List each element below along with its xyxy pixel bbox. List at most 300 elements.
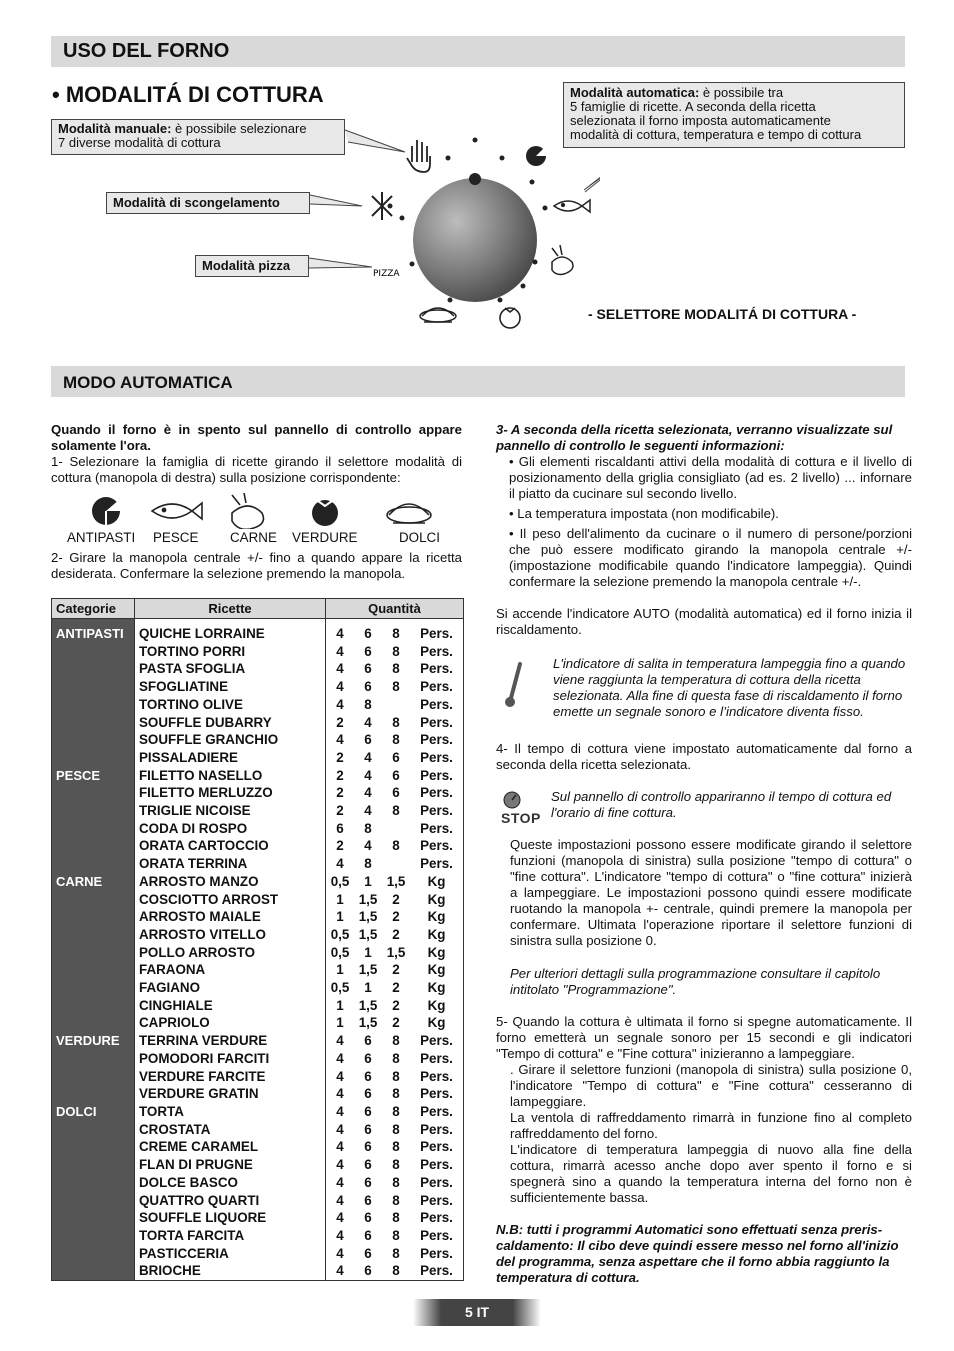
- tomato-family-icon: [312, 500, 338, 526]
- unit-cell: Kg: [427, 944, 446, 960]
- cake-family-icon: [387, 504, 431, 523]
- qty-cell: 8: [392, 643, 400, 659]
- qty-cell: 0,5: [326, 979, 355, 997]
- recipe-cell: FARAONA: [135, 961, 326, 979]
- nb-note: N.B: tutti i programmi Automatici sono effettuati senza preris-caldamento: Il cibo deve quindi essere messo nel forno all'inizio del programma, senza aspettare che il forno abbia raggiunto la temperatura di cottura.: [496, 1222, 899, 1285]
- table-row: [52, 1156, 464, 1174]
- table-row: [52, 1103, 464, 1121]
- qty-cell: 1: [364, 873, 372, 889]
- category-cell: [52, 908, 135, 926]
- qty-cell: 2: [326, 837, 355, 855]
- category-cell: VERDURE: [52, 1032, 135, 1050]
- table-row: [52, 1032, 464, 1050]
- unit-cell: Pers.: [420, 749, 453, 765]
- recipe-cell: FLAN DI PRUGNE: [135, 1156, 326, 1174]
- qty-cell: 6: [364, 1033, 372, 1049]
- category-cell: [52, 891, 135, 909]
- table-row: [52, 1245, 464, 1263]
- qty-cell: 2: [326, 784, 355, 802]
- intro-text: Quando il forno è in spento sul pannello di controllo appare solamente l'ora. 1- Selezionare la famiglia di ricette girando il selettore modalità di cottura (manopola di destra) sulla posizione corrispondente:: [51, 422, 462, 485]
- qty-cell: 2: [392, 926, 400, 942]
- selector-caption: - SELETTORE MODALITÁ DI COTTURA -: [588, 306, 857, 322]
- recipe-cell: CAPRIOLO: [135, 1014, 326, 1032]
- qty-cell: 6: [364, 661, 372, 677]
- qty-cell: 4: [364, 714, 372, 730]
- recipe-cell: TORTINO PORRI: [135, 643, 326, 661]
- recipe-cell: ORATA TERRINA: [135, 855, 326, 873]
- qty-cell: 6: [392, 785, 400, 801]
- table-row: [52, 820, 464, 838]
- qty-cell: 2: [392, 1015, 400, 1031]
- category-cell: [52, 1245, 135, 1263]
- qty-cell: 4: [326, 696, 355, 714]
- unit-cell: Kg: [427, 909, 446, 925]
- section-bar: [51, 366, 905, 397]
- unit-cell: Pers.: [420, 1192, 453, 1208]
- table-row: [52, 855, 464, 873]
- unit-cell: Pers.: [420, 1103, 453, 1119]
- qty-cell: [382, 696, 410, 714]
- table-row: [52, 1227, 464, 1245]
- recipe-cell: TORTA FARCITA: [135, 1227, 326, 1245]
- recipe-cell: PASTA SFOGLIA: [135, 660, 326, 678]
- qty-cell: 2: [392, 980, 400, 996]
- category-cell: [52, 660, 135, 678]
- recipe-cell: DOLCE BASCO: [135, 1174, 326, 1192]
- unit-cell: Pers.: [420, 732, 453, 748]
- table-row: [52, 908, 464, 926]
- recipe-cell: SFOGLIATINE: [135, 678, 326, 696]
- category-cell: [52, 961, 135, 979]
- recipe-cell: VERDURE FARCITE: [135, 1068, 326, 1086]
- category-cell: [52, 1068, 135, 1086]
- qty-cell: 1,5: [358, 926, 378, 942]
- recipe-cell: TRIGLIE NICOISE: [135, 802, 326, 820]
- unit-cell: Kg: [427, 873, 446, 889]
- stop-note: Sul pannello di controllo appariranno il tempo di cottura ed l'orario di fine cottura.: [551, 789, 892, 820]
- qty-cell: 6: [326, 820, 355, 838]
- fish-family-icon: [152, 503, 202, 519]
- recipe-table: [51, 598, 464, 1281]
- category-cell: [52, 1014, 135, 1032]
- unit-cell: Pers.: [420, 838, 453, 854]
- recipe-cell: TERRINA VERDURE: [135, 1032, 326, 1050]
- qty-cell: 8: [392, 1103, 400, 1119]
- thermometer-icon: [500, 660, 530, 710]
- qty-cell: 4: [326, 643, 355, 661]
- table-row: [52, 1192, 464, 1210]
- unit-cell: Pers.: [420, 1121, 453, 1137]
- table-row: [52, 873, 464, 891]
- manual-mode-callout: Modalità manuale: è possibile selezionare 7 diverse modalità di cottura: [51, 119, 345, 155]
- table-row: [52, 961, 464, 979]
- qty-cell: [382, 855, 410, 873]
- unit-cell: Kg: [427, 997, 446, 1013]
- qty-cell: [382, 820, 410, 838]
- recipe-cell: PISSALADIERE: [135, 749, 326, 767]
- recipe-cell: ARROSTO MANZO: [135, 873, 326, 891]
- qty-cell: 4: [364, 838, 372, 854]
- qty-cell: 4: [326, 1103, 355, 1121]
- category-cell: [52, 1192, 135, 1210]
- unit-cell: Pers.: [420, 785, 453, 801]
- recipe-cell: CODA DI ROSPO: [135, 820, 326, 838]
- unit-cell: Pers.: [420, 1068, 453, 1084]
- qty-cell: 2: [326, 802, 355, 820]
- unit-cell: Pers.: [420, 803, 453, 819]
- stop-label: STOP: [501, 810, 541, 826]
- qty-cell: 8: [392, 661, 400, 677]
- table-row: [52, 1174, 464, 1192]
- qty-cell: 6: [392, 767, 400, 783]
- qty-cell: 4: [326, 1245, 355, 1263]
- tomato-icon: [500, 308, 520, 328]
- qty-cell: 2: [326, 749, 355, 767]
- category-cell: [52, 784, 135, 802]
- qty-cell: 1,5: [358, 962, 378, 978]
- pizza-mode-callout: Modalità pizza: [195, 255, 309, 277]
- recipe-cell: PASTICCERIA: [135, 1245, 326, 1263]
- step4-text: 4- Il tempo di cottura viene impostato automaticamente dal forno a seconda della ricetta selezionata.: [496, 741, 912, 772]
- table-row: [52, 1121, 464, 1139]
- qty-cell: 2: [392, 891, 400, 907]
- category-cell: [52, 837, 135, 855]
- qty-cell: 8: [392, 732, 400, 748]
- qty-cell: 6: [364, 1227, 372, 1243]
- qty-cell: 8: [392, 1157, 400, 1173]
- table-row: [52, 926, 464, 944]
- qty-cell: 2: [392, 909, 400, 925]
- qty-cell: 1: [326, 1014, 355, 1032]
- fish-icon: [554, 200, 590, 212]
- table-row: [52, 944, 464, 962]
- qty-cell: 6: [364, 1139, 372, 1155]
- manual-hand-icon: [407, 140, 430, 172]
- qty-cell: 4: [326, 1156, 355, 1174]
- recipe-cell: CINGHIALE: [135, 997, 326, 1015]
- title-bar: [51, 36, 905, 67]
- category-cell: [52, 820, 135, 838]
- recipe-cell: VERDURE GRATIN: [135, 1085, 326, 1103]
- selector-knob: [413, 178, 537, 302]
- qty-cell: 4: [326, 1121, 355, 1139]
- table-row: [52, 731, 464, 749]
- qty-cell: 8: [392, 1192, 400, 1208]
- category-cell: [52, 1156, 135, 1174]
- table-row: [52, 678, 464, 696]
- qty-cell: 6: [364, 1103, 372, 1119]
- pie-icon: [420, 308, 456, 322]
- qty-cell: 4: [326, 731, 355, 749]
- qty-cell: 1: [364, 980, 372, 996]
- qty-cell: 4: [364, 749, 372, 765]
- qty-cell: 8: [392, 1068, 400, 1084]
- step2-text: 2- Girare la manopola centrale +/- fino a quando appare la ricetta desiderata. Confermare la selezione premendo la manopola.: [51, 550, 462, 581]
- family-icons: [60, 493, 460, 529]
- qty-cell: 4: [326, 1227, 355, 1245]
- qty-cell: 6: [364, 1050, 372, 1066]
- category-cell: [52, 1085, 135, 1103]
- category-cell: [52, 926, 135, 944]
- qty-cell: 4: [364, 785, 372, 801]
- qty-cell: 1,5: [358, 1015, 378, 1031]
- category-cell: [52, 678, 135, 696]
- qty-cell: 4: [326, 1174, 355, 1192]
- details-note: Per ulteriori dettagli sulla programmazione consultare il capitolo intitolato "Programmazione".: [510, 966, 881, 997]
- family-label: CARNE: [230, 530, 277, 545]
- auto-mode-callout: Modalità automatica: è possibile tra 5 famiglie di ricette. A seconda della ricetta selezionata il forno imposta automaticamente modalità di cottura, temperatura e tempo di cottura: [563, 82, 905, 148]
- qty-cell: 4: [326, 619, 355, 643]
- category-cell: [52, 1174, 135, 1192]
- unit-cell: Pers.: [420, 696, 453, 712]
- qty-cell: 4: [364, 767, 372, 783]
- qty-cell: 6: [364, 732, 372, 748]
- recipe-cell: SOUFFLE LIQUORE: [135, 1209, 326, 1227]
- qty-cell: 6: [364, 1245, 372, 1261]
- qty-cell: 2: [392, 997, 400, 1013]
- qty-cell: 6: [364, 1263, 372, 1279]
- qty-cell: 8: [392, 838, 400, 854]
- recipe-cell: QUATTRO QUARTI: [135, 1192, 326, 1210]
- qty-cell: 8: [392, 679, 400, 695]
- qty-cell: 4: [326, 1138, 355, 1156]
- qty-cell: 8: [392, 1086, 400, 1102]
- qty-cell: 1: [326, 891, 355, 909]
- unit-cell: Pers.: [420, 1086, 453, 1102]
- unit-cell: Kg: [427, 891, 446, 907]
- unit-cell: Pers.: [420, 767, 453, 783]
- unit-cell: Pers.: [420, 1157, 453, 1173]
- recipe-cell: COSCIOTTO ARROST: [135, 891, 326, 909]
- unit-cell: Pers.: [420, 714, 453, 730]
- table-row: [52, 660, 464, 678]
- qty-cell: 1,5: [386, 873, 406, 889]
- qty-cell: 4: [326, 1192, 355, 1210]
- right-column: 3- A seconda della ricetta selezionata, verranno visualizzate sul pannello di controllo le seguenti informazioni: • Gli elementi riscaldanti attivi della modalità di cottura e il livello di posizionamento della griglia consigliato (ad es. 2 livello) ... infornare il piatto da cucinare sul secondo livello. • La temperatura impostata (non modificabile). • Il peso dell'alimento da cucinare o il numero di persone/porzioni che può essere modificato girando la manopola centrale +/- (impostazione modificabile quando l'indicatore lampeggia). Quindi confermare la selezione premendo la manopola centrale +/-. Si accende l'indicatore AUTO (modalità automatica) ed il forno inizia il riscaldamento.: [496, 422, 912, 637]
- category-cell: [52, 855, 135, 873]
- qty-cell: 4: [326, 678, 355, 696]
- table-row: [52, 1014, 464, 1032]
- section-subtitle: • MODALITÁ DI COTTURA: [52, 82, 324, 107]
- unit-cell: Pers.: [420, 1210, 453, 1226]
- recipe-cell: CREME CARAMEL: [135, 1138, 326, 1156]
- recipe-cell: TORTA: [135, 1103, 326, 1121]
- unit-cell: Pers.: [420, 679, 453, 695]
- table-row: [52, 1138, 464, 1156]
- recipe-cell: POLLO ARROSTO: [135, 944, 326, 962]
- qty-cell: 6: [364, 1174, 372, 1190]
- family-label: DOLCI: [399, 530, 440, 545]
- recipe-cell: BRIOCHE: [135, 1262, 326, 1280]
- table-header: Ricette: [135, 599, 326, 619]
- category-cell: [52, 714, 135, 732]
- category-cell: DOLCI: [52, 1103, 135, 1121]
- qty-cell: 8: [392, 1210, 400, 1226]
- unit-cell: Pers.: [420, 856, 453, 872]
- qty-cell: 8: [392, 1227, 400, 1243]
- recipe-cell: FILETTO MERLUZZO: [135, 784, 326, 802]
- table-row: [52, 784, 464, 802]
- unit-cell: Pers.: [420, 1263, 453, 1279]
- table-row: [52, 643, 464, 661]
- qty-cell: 4: [326, 1032, 355, 1050]
- qty-cell: 4: [364, 803, 372, 819]
- table-row: [52, 1209, 464, 1227]
- defrost-mode-callout: Modalità di scongelamento: [106, 192, 310, 214]
- family-label: PESCE: [153, 530, 199, 545]
- dial-pizza-label: PIZZA: [373, 269, 400, 279]
- recipe-cell: SOUFFLE DUBARRY: [135, 714, 326, 732]
- category-cell: CARNE: [52, 873, 135, 891]
- table-row: [52, 767, 464, 785]
- qty-cell: 6: [364, 1192, 372, 1208]
- qty-cell: 8: [392, 803, 400, 819]
- qty-cell: 6: [364, 626, 372, 641]
- antipasti-icon: [526, 146, 546, 166]
- antipasti-family-icon: [92, 497, 120, 527]
- qty-cell: 1: [364, 944, 372, 960]
- qty-cell: 4: [326, 1262, 355, 1280]
- recipe-cell: QUICHE LORRAINE: [135, 619, 326, 643]
- table-row: [52, 1085, 464, 1103]
- family-label: ANTIPASTI: [67, 530, 136, 545]
- step5-text: 5- Quando la cottura è ultimata il forno si spegne automaticamente. Il forno emetterà un segnale sonoro per 15 secondi e gli indicatori "Tempo di cottura" e "Fine cottura" inizieranno a lampeggiare. . Girare il selettore funzioni (manopola di sinistra) sulla posizione 0, l'indicatore "Tempo di cottura" e "Fine cottura" cesseranno di lampeggiare. La ventola di raffreddamento rimarrà in funzione fino al completo raffreddamento del forno. L'indicatore di temperatura lampeggia di nuovo alla fine della cottura, rimarrà acesso anche dopo aver spento il forno e si spegnerà sino a quando la temperatura interna del forno non è sufficientemente bassa.: [496, 1014, 912, 1205]
- qty-cell: 0,5: [326, 873, 355, 891]
- unit-cell: Pers.: [420, 820, 453, 836]
- category-cell: [52, 696, 135, 714]
- qty-cell: 4: [326, 1085, 355, 1103]
- page-number-badge: [413, 1299, 541, 1326]
- category-cell: [52, 643, 135, 661]
- qty-cell: 0,5: [326, 944, 355, 962]
- qty-cell: 8: [392, 714, 400, 730]
- table-row: [52, 997, 464, 1015]
- page-title: USO DEL FORNO: [63, 40, 230, 62]
- table-row: [52, 714, 464, 732]
- category-cell: [52, 802, 135, 820]
- meat-family-icon: [232, 493, 264, 529]
- qty-cell: 1,5: [386, 944, 406, 960]
- category-cell: [52, 979, 135, 997]
- recipe-cell: TORTINO OLIVE: [135, 696, 326, 714]
- unit-cell: Kg: [427, 1015, 446, 1031]
- table-row: [52, 696, 464, 714]
- recipe-cell: ARROSTO VITELLO: [135, 926, 326, 944]
- recipe-cell: POMODORI FARCITI: [135, 1050, 326, 1068]
- qty-cell: 2: [326, 714, 355, 732]
- category-cell: [52, 1121, 135, 1139]
- category-cell: [52, 749, 135, 767]
- qty-cell: 1,5: [358, 891, 378, 907]
- selector-dial-illustration: [300, 110, 600, 340]
- unit-cell: Kg: [427, 962, 446, 978]
- page-number: 5 IT: [464, 1304, 490, 1320]
- recipe-cell: FILETTO NASELLO: [135, 767, 326, 785]
- category-cell: PESCE: [52, 767, 135, 785]
- qty-cell: 1: [326, 908, 355, 926]
- qty-cell: 8: [392, 1121, 400, 1137]
- table-row: [52, 619, 464, 643]
- section-title: MODO AUTOMATICA: [63, 373, 233, 392]
- qty-cell: 8: [364, 856, 372, 872]
- table-row: [52, 802, 464, 820]
- qty-cell: 8: [392, 1263, 400, 1279]
- qty-cell: 6: [364, 1121, 372, 1137]
- qty-cell: 8: [392, 1139, 400, 1155]
- qty-cell: 4: [326, 1050, 355, 1068]
- table-row: [52, 1050, 464, 1068]
- unit-cell: Pers.: [420, 1227, 453, 1243]
- recipe-cell: ARROSTO MAIALE: [135, 908, 326, 926]
- family-label: VERDURE: [292, 530, 358, 545]
- table-row: [52, 749, 464, 767]
- qty-cell: 6: [364, 643, 372, 659]
- recipe-cell: CROSTATA: [135, 1121, 326, 1139]
- table-header: Categorie: [52, 599, 135, 619]
- table-row: [52, 891, 464, 909]
- qty-cell: 4: [326, 1209, 355, 1227]
- qty-cell: 8: [364, 820, 372, 836]
- qty-cell: 8: [392, 1033, 400, 1049]
- recipe-cell: ORATA CARTOCCIO: [135, 837, 326, 855]
- unit-cell: Kg: [427, 980, 446, 996]
- qty-cell: 4: [326, 660, 355, 678]
- recipe-cell: FAGIANO: [135, 979, 326, 997]
- qty-cell: 4: [326, 855, 355, 873]
- qty-cell: 8: [392, 1050, 400, 1066]
- unit-cell: Pers.: [420, 643, 453, 659]
- qty-cell: 1: [326, 997, 355, 1015]
- thermo-note: L'indicatore di salita in temperatura lampeggia fino a quando viene raggiunta la temperatura di cottura della ricetta selezionata. Alla fine di questa fase di riscaldamento il forno emette un segnale sonoro e l’indicatore diventa fisso.: [553, 656, 906, 719]
- qty-cell: 4: [326, 1068, 355, 1086]
- meat-icon: [552, 245, 573, 275]
- unit-cell: Kg: [427, 926, 446, 942]
- category-cell: [52, 997, 135, 1015]
- category-cell: [52, 944, 135, 962]
- unit-cell: Pers.: [420, 661, 453, 677]
- qty-cell: 2: [392, 962, 400, 978]
- qty-cell: 6: [392, 749, 400, 765]
- category-cell: [52, 1138, 135, 1156]
- table-row: [52, 837, 464, 855]
- unit-cell: Pers.: [420, 1245, 453, 1261]
- qty-cell: 1,5: [358, 909, 378, 925]
- qty-cell: 8: [392, 1174, 400, 1190]
- qty-cell: 6: [364, 1086, 372, 1102]
- qty-cell: 8: [392, 1245, 400, 1261]
- unit-cell: Pers.: [420, 626, 453, 641]
- table-header: Quantità: [326, 599, 464, 619]
- category-cell: [52, 1262, 135, 1280]
- qty-cell: 1: [326, 961, 355, 979]
- category-cell: ANTIPASTI: [52, 619, 135, 643]
- category-cell: [52, 731, 135, 749]
- qty-cell: 1,5: [358, 997, 378, 1013]
- category-cell: [52, 1209, 135, 1227]
- qty-cell: 2: [326, 767, 355, 785]
- table-row: [52, 1068, 464, 1086]
- table-row: [52, 979, 464, 997]
- unit-cell: Pers.: [420, 1050, 453, 1066]
- category-cell: [52, 1227, 135, 1245]
- qty-cell: 6: [364, 1068, 372, 1084]
- modify-text: Queste impostazioni possono essere modificate girando il selettore funzioni (manopola di sinistra) sulla posizione "tempo di cottura" o "fine cottura". L'indicatore "tempo di cottura" o "fine cottura" inizierà a lampeggiare. Le impostazioni possono quindi essere modificate ruotando la manopola +- centrale, quindi premere la manopola per confermare. Ultimata l'operazione riportare il selettore funzioni di sinistra sulla posizione 0.: [510, 837, 912, 948]
- table-row: [52, 1262, 464, 1280]
- qty-cell: 8: [364, 696, 372, 712]
- recipe-cell: SOUFFLE GRANCHIO: [135, 731, 326, 749]
- unit-cell: Pers.: [420, 1139, 453, 1155]
- unit-cell: Pers.: [420, 1174, 453, 1190]
